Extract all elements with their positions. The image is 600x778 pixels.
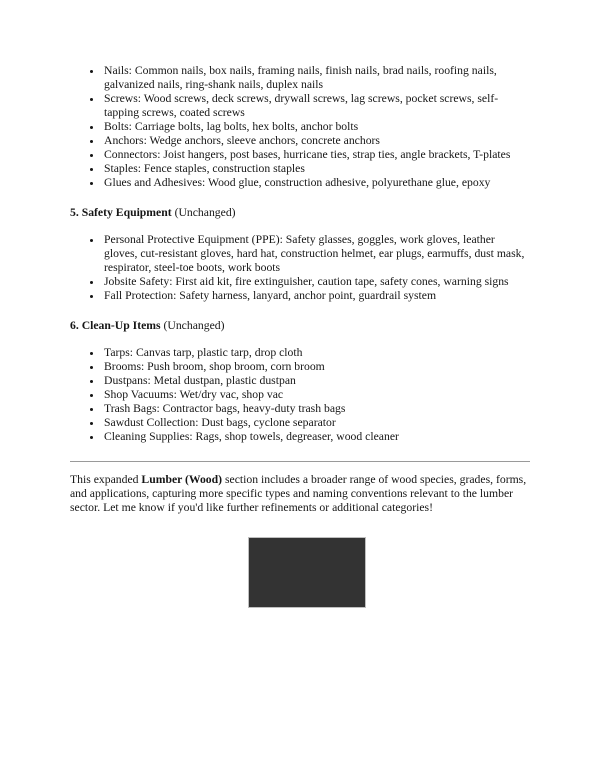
closing-bold-phrase: Lumber (Wood) <box>141 473 223 486</box>
list-item: • Shop Vacuums: Wet/dry vac, shop vac <box>103 388 530 402</box>
list-item: • Trash Bags: Contractor bags, heavy-duty trash bags <box>103 402 530 416</box>
list-item: • Screws: Wood screws, deck screws, drywall screws, lag screws, pocket screws, self-tapping screws, coated screws <box>103 92 530 120</box>
list-item: • Anchors: Wedge anchors, sleeve anchors, concrete anchors <box>103 134 530 148</box>
list-item: • Jobsite Safety: First aid kit, fire extinguisher, caution tape, safety cones, warning signs <box>103 275 530 289</box>
clean-up-items-list <box>70 346 530 444</box>
section-heading-suffix: (Unchanged) <box>160 319 225 332</box>
section-divider <box>70 461 530 462</box>
section-number-title: 6. Clean-Up Items <box>70 319 161 332</box>
section-number-title: 5. Safety Equipment <box>70 206 172 219</box>
list-item: • Dustpans: Metal dustpan, plastic dustpan <box>103 374 530 388</box>
dark-image-placeholder <box>248 537 366 608</box>
list-item: • Sawdust Collection: Dust bags, cyclone separator <box>103 416 530 430</box>
list-item: • Staples: Fence staples, construction staples <box>103 162 530 176</box>
section-heading-safety-equipment <box>70 206 530 220</box>
hardware-list <box>70 64 530 190</box>
list-item: • Bolts: Carriage bolts, lag bolts, hex bolts, anchor bolts <box>103 120 530 134</box>
section-heading-clean-up-items <box>70 319 530 333</box>
closing-text-before: This expanded <box>70 473 142 486</box>
safety-equipment-list <box>70 233 530 303</box>
list-item: • Brooms: Push broom, shop broom, corn broom <box>103 360 530 374</box>
list-item: • Nails: Common nails, box nails, framing nails, finish nails, brad nails, roofing nails, galvanized nails, ring-shank nails, duplex nails <box>103 64 530 92</box>
section-heading-suffix: (Unchanged) <box>171 206 236 219</box>
list-item: • Fall Protection: Safety harness, lanyard, anchor point, guardrail system <box>103 289 530 303</box>
list-item: • Connectors: Joist hangers, post bases, hurricane ties, strap ties, angle brackets, T-plates <box>103 148 530 162</box>
closing-paragraph <box>70 473 530 515</box>
list-item: • Tarps: Canvas tarp, plastic tarp, drop cloth <box>103 346 530 360</box>
list-item: • Cleaning Supplies: Rags, shop towels, degreaser, wood cleaner <box>103 430 530 444</box>
closing-text-after: section includes a broader range of wood species, grades, forms, and applications, capturing more specific types and naming conventions relevant to the lumber sector. Let me know if you'd like further refinements or additional categories! <box>70 473 527 514</box>
list-item: • Glues and Adhesives: Wood glue, construction adhesive, polyurethane glue, epoxy <box>103 176 530 190</box>
list-item: • Personal Protective Equipment (PPE): Safety glasses, goggles, work gloves, leather gloves, cut-resistant gloves, hard hat, construction helmet, ear plugs, earmuffs, dust mask, respirator, steel-toe boots, work boots <box>103 233 530 275</box>
